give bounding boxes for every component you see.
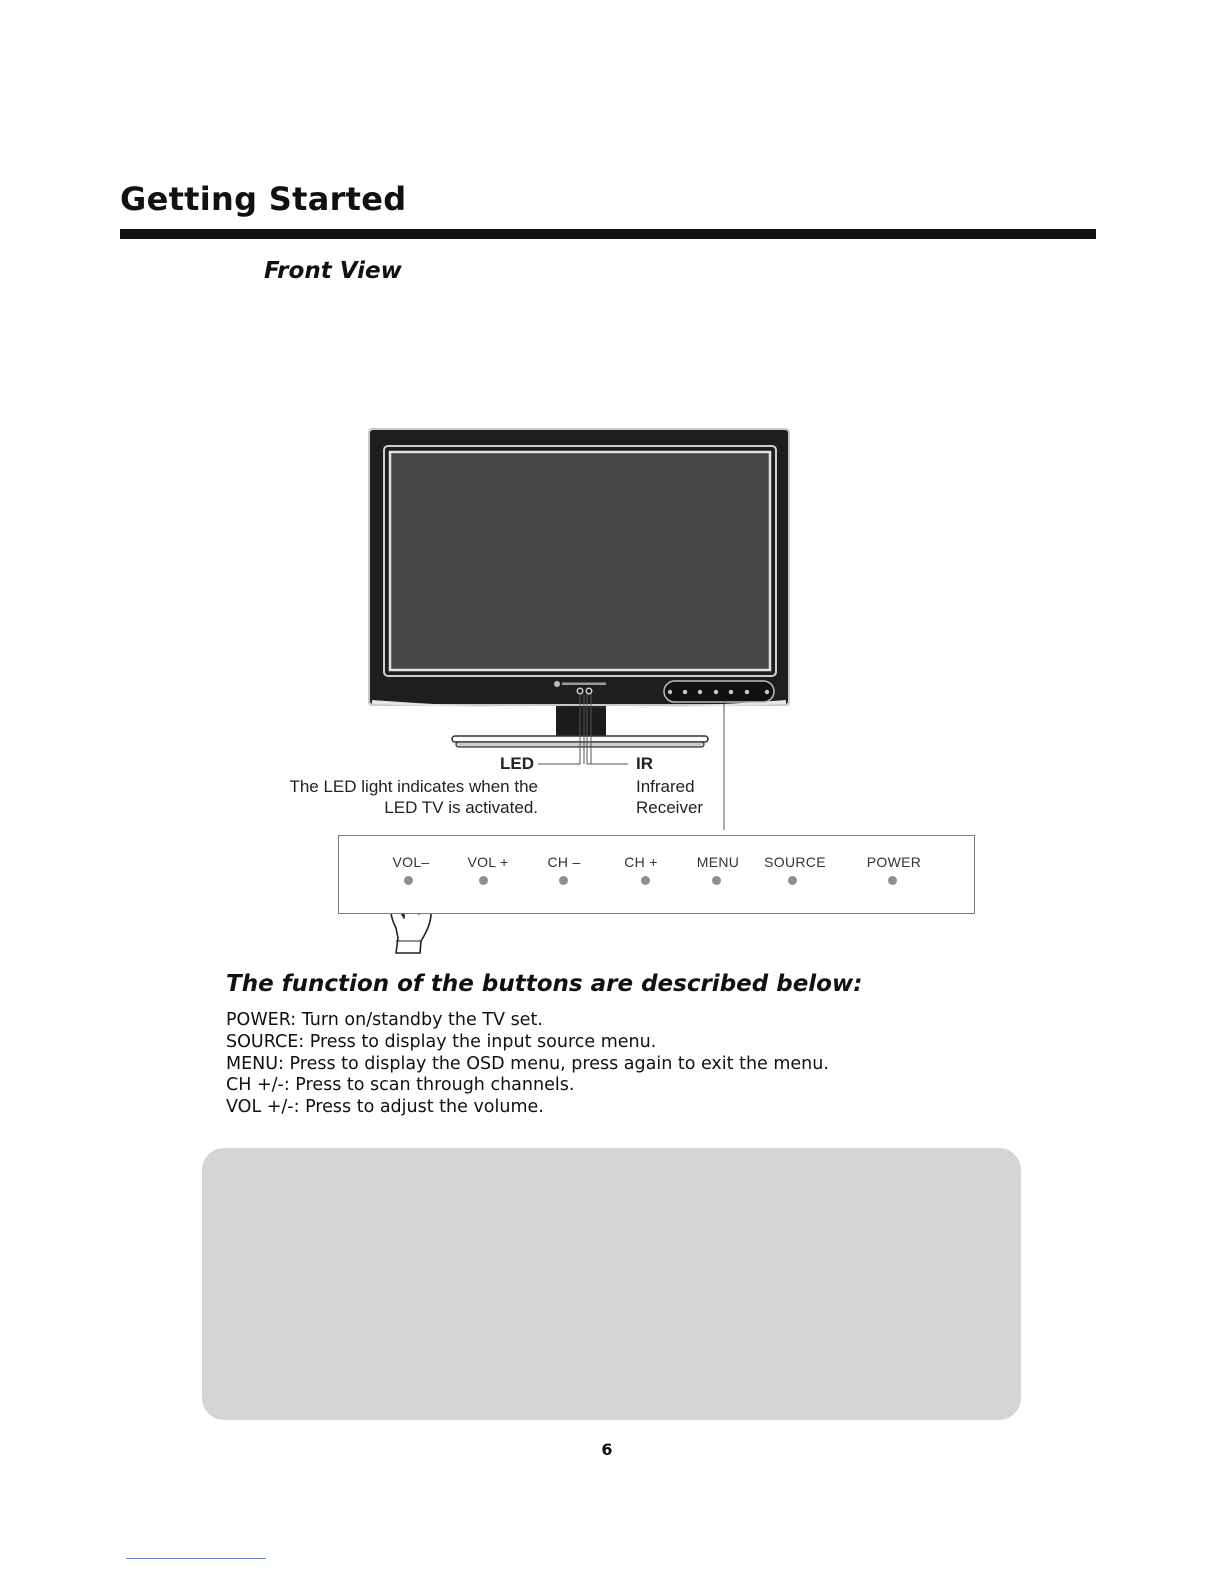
tv-body — [368, 428, 790, 708]
function-item-volume: VOL +/-: Press to adjust the volume. — [226, 1097, 544, 1118]
ch-up-button — [641, 876, 650, 885]
footer-rule — [126, 1558, 266, 1559]
power-button — [888, 876, 897, 885]
ch-down-button — [559, 876, 568, 885]
ir-description-line2: Receiver — [636, 798, 704, 817]
vol-down-label: VOL– — [392, 854, 430, 870]
menu-button — [712, 876, 721, 885]
ir-label: IR — [636, 754, 653, 773]
function-item-power: POWER: Turn on/standby the TV set. — [226, 1010, 543, 1030]
subsection-title: Front View — [264, 258, 402, 284]
vol-down-button — [404, 876, 413, 885]
vol-up-label: VOL + — [467, 854, 509, 870]
tv-screen — [390, 452, 770, 670]
led-label: LED — [500, 754, 534, 773]
led-description-line2: LED TV is activated. — [384, 798, 538, 817]
functions-heading: The function of the buttons are described below: — [226, 971, 863, 997]
functions-list — [226, 1010, 829, 1119]
ir-description — [636, 776, 703, 818]
source-button — [788, 876, 797, 885]
page-number: 6 — [601, 1440, 613, 1459]
vol-up-button — [479, 876, 488, 885]
tv-button-strip — [664, 681, 774, 702]
button-panel-detail — [338, 835, 975, 914]
menu-label: MENU — [696, 854, 740, 870]
section-title: Getting Started — [120, 180, 407, 218]
power-label: POWER — [866, 854, 922, 870]
led-description-line1: The LED light indicates when the — [289, 777, 538, 796]
ir-description-line1: Infrared — [636, 777, 695, 796]
function-item-menu: MENU: Press to display the OSD menu, press again to exit the menu. — [226, 1053, 829, 1074]
led-description — [230, 776, 538, 818]
ch-up-label: CH + — [624, 854, 658, 870]
source-label: SOURCE — [764, 854, 826, 870]
note-box — [202, 1148, 1021, 1420]
function-item-channel: CH +/-: Press to scan through channels. — [226, 1075, 575, 1096]
function-item-source: SOURCE: Press to display the input source menu. — [226, 1031, 657, 1052]
ch-down-label: CH – — [547, 854, 581, 870]
